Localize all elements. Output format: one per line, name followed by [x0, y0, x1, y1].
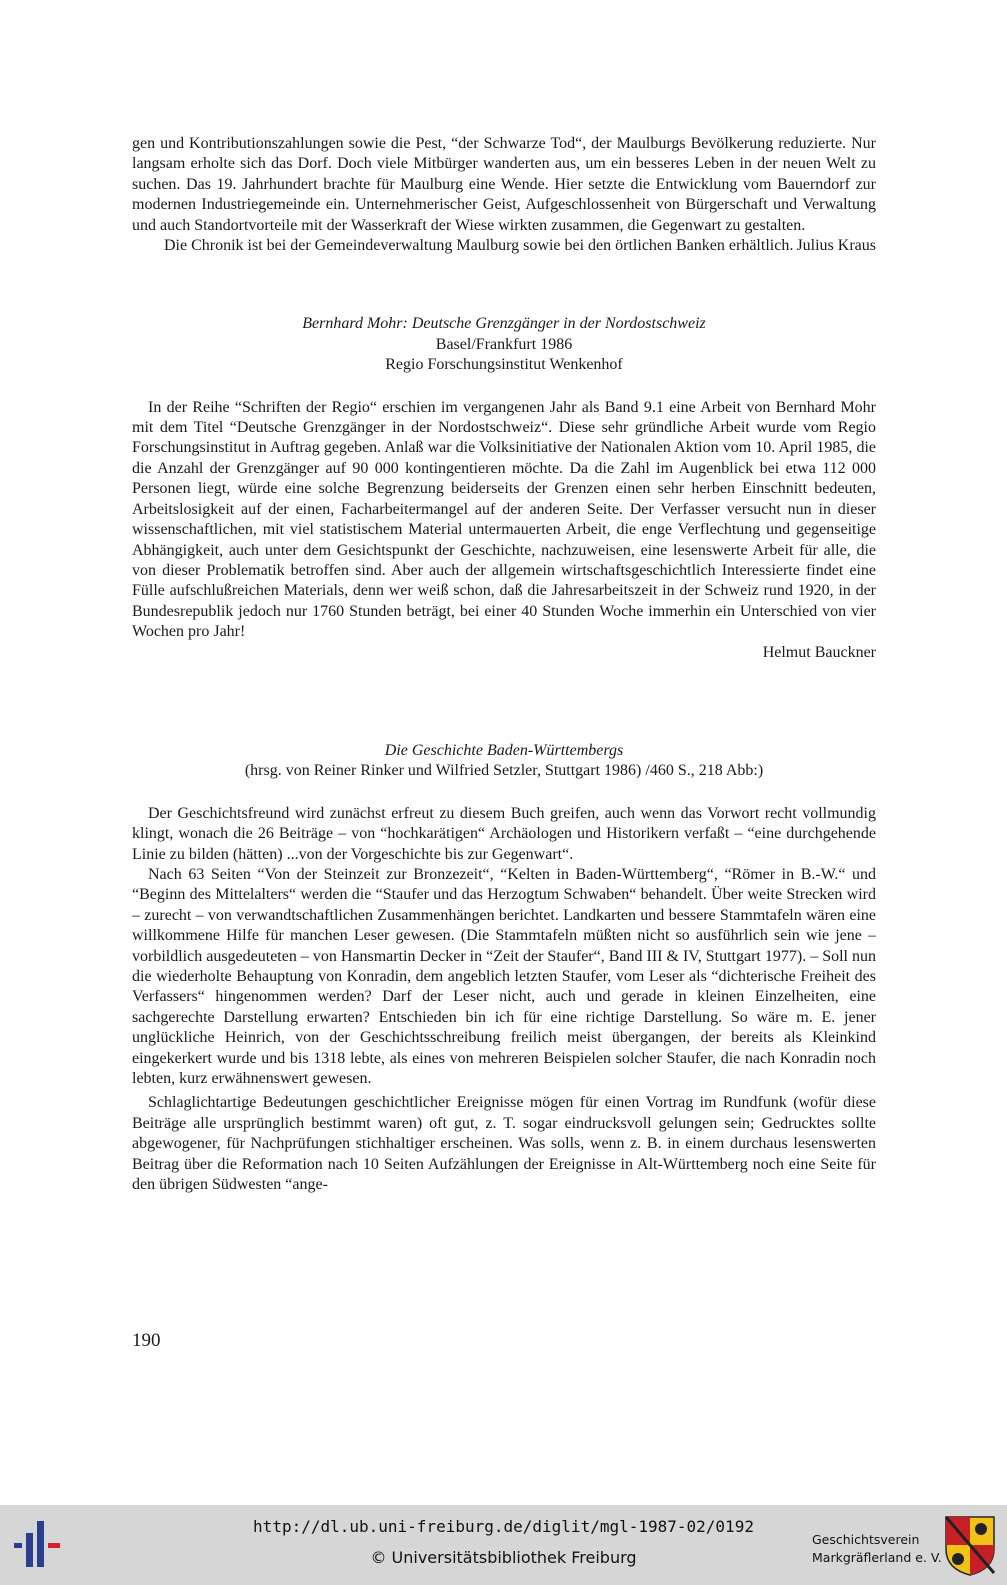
society-line-1: Geschichtsverein [812, 1532, 920, 1547]
review-mohr-title: Bernhard Mohr: Deutsche Grenzgänger in der Nordostschweiz [302, 315, 706, 333]
review-bw-heading [132, 741, 876, 782]
review-bw-subtitle: (hrsg. von Reiner Rinker und Wilfried Setzler, Stuttgart 1986) /460 S., 218 Abb:) [244, 762, 764, 780]
review-bw-paragraph-3: Schlaglichtartige Bedeutungen geschichtlicher Ereignisse mögen für einen Vortrag im Rundfunk (wofür diese Beiträge alle ursprünglich bestimmt waren) oft gut, z. T. sogar eindrucksvoll gelungen sein; Gedrucktes sollte abgewogener, für Nachprüfungen stichhaltiger erscheinen. Was solls, wenn z. B. in einem durchaus lesenswerten Beitrag über die Reformation nach 10 Seiten Aufzählungen der Ereignisse in Alt-Württemberg noch eine Seite für den übrigen Südwesten “ange- [132, 1094, 876, 1194]
footer-copyright: © Universitätsbibliothek Freiburg [370, 1548, 637, 1567]
society-line-2: Markgräflerland e. V. [812, 1550, 942, 1565]
page-number: 190 [132, 1330, 161, 1351]
signature-bauckner: Helmut Bauckner [762, 643, 876, 661]
footer-bar [0, 1505, 1007, 1585]
society-crest-icon[interactable] [944, 1515, 996, 1577]
signature-kraus: Julius Kraus [796, 237, 876, 255]
closing-row [132, 236, 876, 256]
review-bw-paragraph-1: Der Geschichtsfreund wird zunächst erfreut zu diesem Buch greifen, auch wenn das Vorwort recht vollmundig klingt, wonach die 26 Beiträge – von “hochkarätigen“ Archäologen und Historikern verfaßt – “eine durchgehende Linie zu bilden (hätten) ...von der Vorgeschichte bis zur Gegenwart“. [132, 804, 876, 863]
document-page [132, 134, 876, 1195]
intro-paragraph: gen und Kontributionszahlungen sowie die Pest, “der Schwarze Tod“, der Maulburgs Bevölkerung reduzierte. Nur langsam erholte sich das Dorf. Doch viele Mitbürger wanderten aus, um ein besseres Leben in der neuen Welt zu suchen. Das 19. Jahrhundert brachte für Maulburg eine Wende. Hier setzte die Entwicklung vom Bauerndorf zur modernen Industriegemeinde ein. Unternehmerischer Geist, Aufgeschlossenheit von Bürgerschaft und Verwaltung und auch Standortvorteile mit der Wasserkraft der Wiese wirkten zusammen, die Gegenwart zu gestalten. [132, 135, 876, 234]
review-mohr-publisher: Regio Forschungsinstitut Wenkenhof [385, 356, 623, 374]
closing-line: Die Chronik ist bei der Gemeindeverwaltung Maulburg sowie bei den örtlichen Banken erhältlich. [164, 237, 794, 255]
top-section [132, 134, 876, 256]
review-mohr-body: In der Reihe “Schriften der Regio“ erschien im vergangenen Jahr als Band 9.1 eine Arbeit von Bernhard Mohr mit dem Titel “Deutsche Grenzgänger in der Nordostschweiz“. Diese sehr gründliche Arbeit wurde vom Regio Forschungsinstitut in Auftrag gegeben. Anlaß war die Volksinitiative der Nationalen Aktion vom 10. April 1985, die die Anzahl der Grenzgänger auf 90 000 kontingentieren möchte. Da die Zahl im Augenblick bei etwa 112 000 Personen liegt, würde eine solche Begrenzung beiderseits der Grenzen einen sehr herben Einschnitt bedeuten, Arbeitslosigkeit auf der einen, Facharbeitermangel auf der anderen Seite. Der Verfasser versucht nun in dieser wissenschaftlichen, mit viel statistischem Material untermauerten Arbeit, die enge Verflechtung und gegenseitige Abhängigkeit, auch unter dem Gesichtspunkt der Geschichte, nachzuweisen, eine lesenswerte Arbeit für alle, die von dieser Problematik betroffen sind. Aber auch der allgemein wirtschaftsgeschichtlich Interessierte findet eine Fülle aufschlußreichen Materials, denn wer weiß schon, daß die Jahresarbeitszeit in der Schweiz rund 1920, in der Bundesrepublik jedoch nur 1760 Stunden beträgt, bei einer 40 Stunden Woche immerhin ein Unterschied von vier Wochen pro Jahr! [132, 398, 876, 641]
review-mohr-place: Basel/Frankfurt 1986 [435, 335, 573, 353]
review-bw-paragraph-2: Nach 63 Seiten “Von der Steinzeit zur Bronzezeit“, “Kelten in Baden-Württemberg“, “Römer in B.-W.“ und “Beginn des Mittelalters“ werden die “Staufer und das Herzogtum Schwaben“ behandelt. Über weite Strecken wird – zurecht – von verwandtschaftlichen Zusammenhängen berichtet. Landkarten und bessere Stammtafeln wären eine willkommene Hilfe für manchen Leser gewesen. (Die Stammtafeln müßten nicht so ausführlich sein wie jene – vorbildlich ausgedeuteten – von Hansmartin Decker in “Zeit der Staufer“, Band III & IV, Stuttgart 1977). – Soll nun die wiederholte Behauptung von Konradin, dem angeblich letzten Staufer, vom Leser als “dichterische Freiheit des Verfassers“ hingenommen werden? Darf der Leser nicht, auch und gerade in kleinen Einzelheiten, eine sachgerechte Darstellung erwarten? Entschieden bin ich für eine richtige Darstellung. So wäre m. E. jener unglückliche Heinrich, von der Geschichtsschreibung freilich meist übergangen, der bereits als Kleinkind eingekerkert wurde und bis 1318 lebte, als eines von mehreren Beispielen solcher Staufer, die nach Konradin noch lebten, kurz erwähnenswert gewesen. [132, 865, 876, 1088]
society-name [812, 1531, 942, 1567]
footer-url-link[interactable]: http://dl.ub.uni-freiburg.de/diglit/mgl-1987-02/0192 [253, 1517, 754, 1536]
review-mohr-heading [132, 314, 876, 375]
review-bw-title: Die Geschichte Baden-Württembergs [384, 741, 624, 759]
